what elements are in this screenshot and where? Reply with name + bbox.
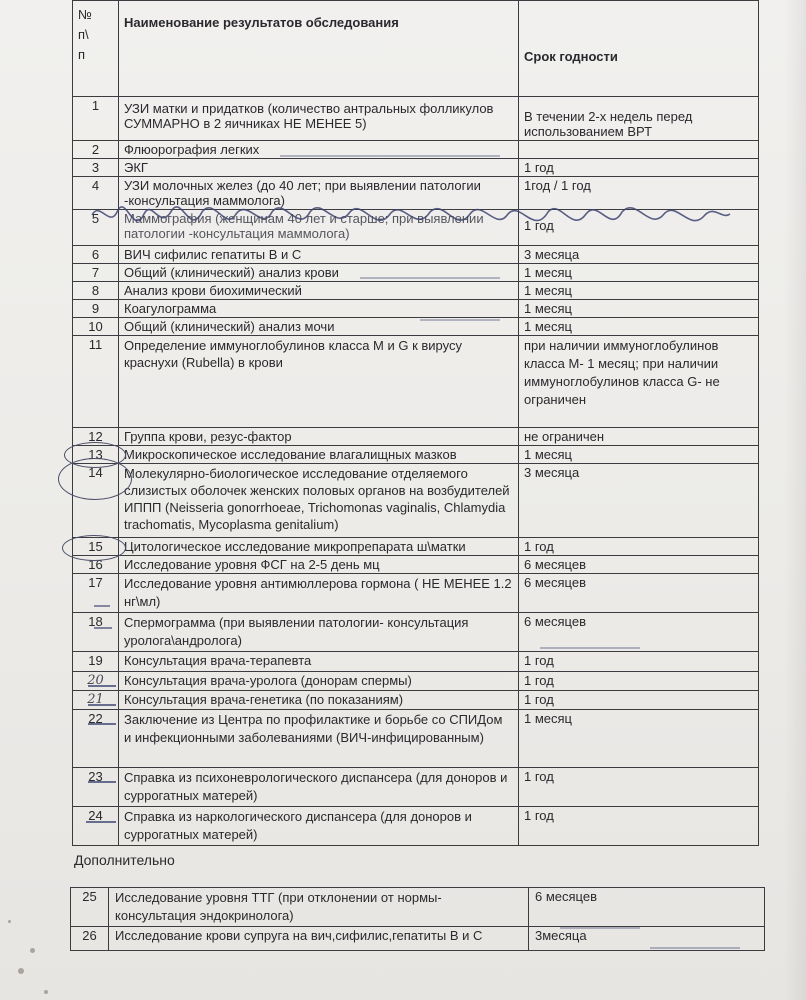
row-number: 11 [73, 336, 119, 428]
row-validity: 1 год [519, 652, 759, 672]
row-number: 21 [73, 691, 119, 710]
additional-label: Дополнительно [74, 852, 175, 868]
page-edge-shadow [784, 0, 806, 1000]
additional-table [70, 887, 765, 951]
row-name: Исследование крови супруга на вич,сифилис,гепатиты В и С [109, 927, 529, 951]
table-row [73, 141, 759, 159]
row-name: Общий (клинический) анализ мочи [119, 318, 519, 336]
table-row [73, 264, 759, 282]
row-validity: при наличии иммуноглобулинов класса М- 1 месяц; при наличии иммуноглобулинов класса G- не ограничен [519, 336, 759, 428]
ink-stain [30, 948, 35, 953]
table-row [73, 210, 759, 246]
row-validity: 3месяца [529, 927, 765, 951]
row-validity: 1 месяц [519, 318, 759, 336]
row-number: 4 [73, 177, 119, 210]
row-number: 12 [73, 428, 119, 446]
row-name: Консультация врача-уролога (донорам спермы) [119, 672, 519, 691]
table-row [73, 428, 759, 446]
table-row [73, 768, 759, 807]
row-number: 8 [73, 282, 119, 300]
row-number: 26 [71, 927, 109, 951]
table-row [73, 691, 759, 710]
row-number: 1 [73, 97, 119, 141]
row-number: 6 [73, 246, 119, 264]
row-name: Флюорография легких [119, 141, 519, 159]
row-validity: 1 год [519, 159, 759, 177]
examination-table [72, 0, 759, 846]
row-name: ЭКГ [119, 159, 519, 177]
header-row [73, 1, 759, 97]
header-num: № п\ п [73, 1, 119, 97]
row-validity: 6 месяцев [519, 574, 759, 613]
row-name: Заключение из Центра по профилактике и борьбе со СПИДом и инфекционными заболеваниями (ВИЧ-инфицированным) [119, 710, 519, 768]
table-row [73, 613, 759, 652]
row-validity: 1 месяц [519, 300, 759, 318]
row-name: Коагулограмма [119, 300, 519, 318]
row-name: Спермограмма (при выявлении патологии- консультация уролога\андролога) [119, 613, 519, 652]
row-validity: 1 год [519, 768, 759, 807]
header-validity: Срок годности [519, 1, 759, 97]
table-row [71, 927, 765, 951]
table-row [73, 574, 759, 613]
ink-stain [8, 920, 11, 923]
table-row [73, 807, 759, 846]
row-validity [519, 141, 759, 159]
row-validity: 1 год [519, 807, 759, 846]
row-validity: 1 месяц [519, 264, 759, 282]
row-number: 19 [73, 652, 119, 672]
header-name: Наименование результатов обследования [119, 1, 519, 97]
row-name: УЗИ молочных желез (до 40 лет; при выявлении патологии -консультация маммолога) [119, 177, 519, 210]
table-row [73, 446, 759, 464]
row-number: 18 [73, 613, 119, 652]
row-name: Консультация врача-генетика (по показаниям) [119, 691, 519, 710]
row-validity: 1 год [519, 538, 759, 556]
row-name: Молекулярно-биологическое исследование отделяемого слизистых оболочек женских половых органов на возбудителей ИППП (Neisseria gonorrhoeae, Trichomonas vaginalis, Chlamydia trachomatis, Mycoplasma genitalium) [119, 464, 519, 538]
row-validity: 1 месяц [519, 282, 759, 300]
row-name: Исследование уровня ТТГ (при отклонении от нормы- консультация эндокринолога) [109, 888, 529, 927]
row-name: Справка из психоневрологического диспансера (для доноров и суррогатных матерей) [119, 768, 519, 807]
table-row [73, 672, 759, 691]
row-number: 10 [73, 318, 119, 336]
row-name: УЗИ матки и придатков (количество антральных фолликулов СУММАРНО в 2 яичниках НЕ МЕНЕЕ 5) [119, 97, 519, 141]
row-validity: 1 год [519, 672, 759, 691]
row-name: Общий (клинический) анализ крови [119, 264, 519, 282]
table-row [73, 710, 759, 768]
row-number: 9 [73, 300, 119, 318]
table-row [73, 538, 759, 556]
row-validity: 1 год [519, 691, 759, 710]
table-row [73, 300, 759, 318]
row-number: 7 [73, 264, 119, 282]
row-validity: 3 месяца [519, 246, 759, 264]
table-row [73, 246, 759, 264]
row-number: 24 [73, 807, 119, 846]
row-name: Группа крови, резус-фактор [119, 428, 519, 446]
row-name: Справка из наркологического диспансера (для доноров и суррогатных матерей) [119, 807, 519, 846]
row-number: 3 [73, 159, 119, 177]
table-row [73, 177, 759, 210]
table-row [73, 282, 759, 300]
row-number: 23 [73, 768, 119, 807]
row-name: Исследование уровня ФСГ на 2-5 день мц [119, 556, 519, 574]
row-number: 16 [73, 556, 119, 574]
row-validity: 6 месяцев [519, 613, 759, 652]
row-validity: 1 месяц [519, 710, 759, 768]
row-validity: не ограничен [519, 428, 759, 446]
row-name: ВИЧ сифилис гепатиты В и С [119, 246, 519, 264]
row-number: 22 [73, 710, 119, 768]
row-name: Цитологическое исследование микропрепарата ш\матки [119, 538, 519, 556]
table-row [73, 556, 759, 574]
table-row [73, 97, 759, 141]
row-number: 25 [71, 888, 109, 927]
row-number: 5 [73, 210, 119, 246]
table-row [71, 888, 765, 927]
row-name: Микроскопическое исследование влагалищных мазков [119, 446, 519, 464]
row-name: Определение иммуноглобулинов класса М и G к вирусу краснухи (Rubella) в крови [119, 336, 519, 428]
row-name: Маммография (женщинам 40 лет и старше; при выявлении патологии -консультация маммолога) [119, 210, 519, 246]
table-row [73, 159, 759, 177]
row-validity: 3 месяца [519, 464, 759, 538]
row-validity: 1 год [519, 210, 759, 246]
row-number: 17 [73, 574, 119, 613]
table-row [73, 336, 759, 428]
table-row [73, 652, 759, 672]
row-validity: В течении 2-х недель перед использованием ВРТ [519, 97, 759, 141]
table-row [73, 464, 759, 538]
row-number: 2 [73, 141, 119, 159]
row-number: 15 [73, 538, 119, 556]
table-row [73, 318, 759, 336]
row-number: 14 [73, 464, 119, 538]
row-name: Консультация врача-терапевта [119, 652, 519, 672]
row-number: 13 [73, 446, 119, 464]
ink-stain [18, 968, 24, 974]
row-validity: 1 месяц [519, 446, 759, 464]
row-name: Анализ крови биохимический [119, 282, 519, 300]
row-name: Исследование уровня антимюллерова гормона ( НЕ МЕНЕЕ 1.2 нг\мл) [119, 574, 519, 613]
row-number: 20 [73, 672, 119, 691]
row-validity: 1год / 1 год [519, 177, 759, 210]
row-validity: 6 месяцев [529, 888, 765, 927]
ink-stain [44, 990, 48, 994]
row-validity: 6 месяцев [519, 556, 759, 574]
